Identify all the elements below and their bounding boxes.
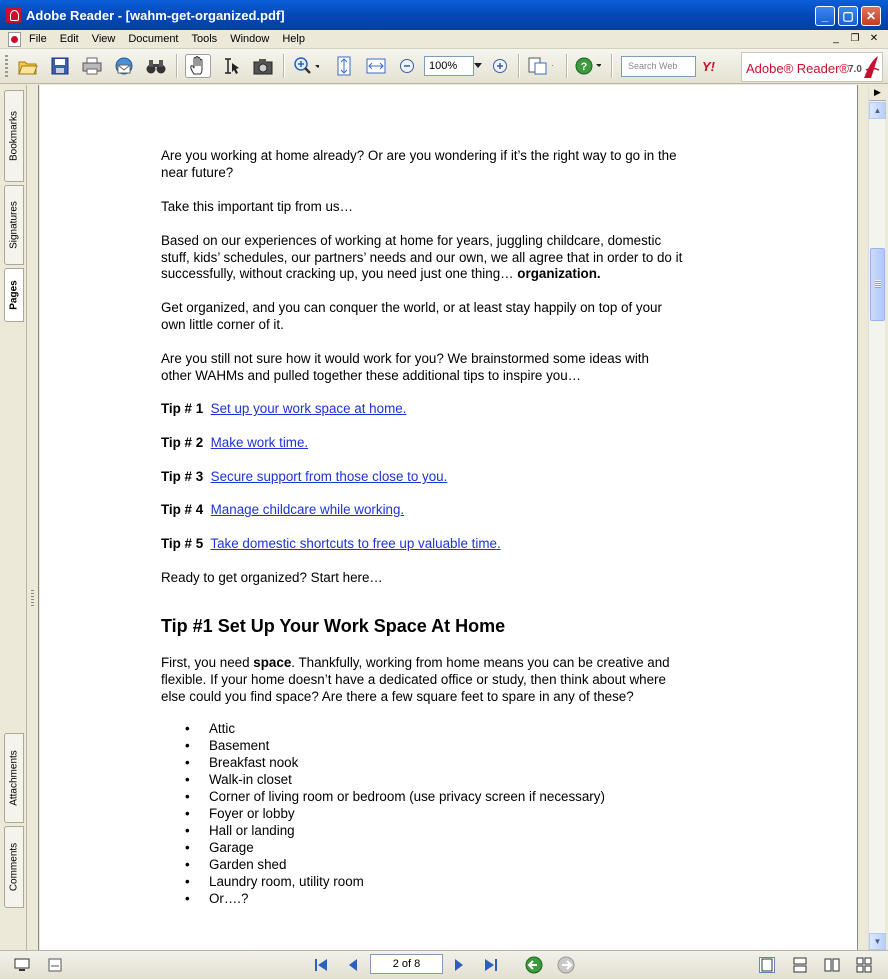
paragraph-line: other WAHMs and pulled together these additional tips to inspire you… xyxy=(161,368,582,383)
tab-signatures-label: Signatures xyxy=(8,201,20,249)
facing-layout-icon[interactable] xyxy=(823,956,841,974)
fit-page-icon[interactable] xyxy=(331,54,357,78)
scroll-up-icon[interactable]: ▲ xyxy=(869,102,886,119)
tip-item xyxy=(161,400,406,417)
paragraph-line: Are you still not sure how it would work for you? We brainstormed some ideas with xyxy=(161,351,649,366)
tab-comments-label: Comments xyxy=(8,842,20,892)
paragraph-line xyxy=(161,654,670,671)
zoom-input[interactable]: 100% xyxy=(424,56,474,76)
list-item: Breakfast nook xyxy=(209,755,299,770)
bullet-marker: • xyxy=(185,755,190,770)
doc-close-icon[interactable]: ✕ xyxy=(869,33,879,44)
tip-item xyxy=(161,535,501,552)
section-heading: Tip #1 Set Up Your Work Space At Home xyxy=(161,616,506,636)
last-page-icon[interactable] xyxy=(482,956,500,974)
screen-icon[interactable] xyxy=(13,956,31,974)
tab-bookmarks[interactable] xyxy=(4,90,24,182)
scroll-thumb[interactable] xyxy=(870,248,885,321)
toolbar-separator xyxy=(566,54,568,78)
list-item: Hall or landing xyxy=(209,823,295,838)
close-button[interactable]: ✕ xyxy=(861,6,881,26)
hand-tool-icon[interactable] xyxy=(185,54,211,78)
search-binoculars-icon[interactable] xyxy=(143,54,169,78)
bullet-marker: • xyxy=(185,857,190,872)
status-bar xyxy=(0,950,888,979)
list-item: Attic xyxy=(209,721,236,736)
bullet-marker: • xyxy=(185,789,190,804)
bullet-marker: • xyxy=(185,721,190,736)
paragraph-line: near future? xyxy=(161,165,234,180)
previous-page-icon[interactable] xyxy=(344,956,362,974)
bullet-marker: • xyxy=(185,806,190,821)
adobe-logo-icon xyxy=(862,54,880,80)
tip-link[interactable]: Make work time. xyxy=(210,435,309,450)
toolbar-separator xyxy=(611,54,613,78)
first-page-icon[interactable] xyxy=(312,956,330,974)
bullet-marker: • xyxy=(185,823,190,838)
tip-label: Tip # 1 xyxy=(161,401,204,416)
list-item: Foyer or lobby xyxy=(209,806,295,821)
title-bar xyxy=(0,0,888,30)
expand-panel-icon[interactable]: ▶ xyxy=(869,85,886,101)
list-item: Or….? xyxy=(209,891,249,906)
search-web-input[interactable]: Search Web xyxy=(621,56,696,77)
tip-item xyxy=(161,468,447,485)
paragraph-text: . Thankfully, working from home means you can be creative and xyxy=(291,655,670,670)
yahoo-icon[interactable] xyxy=(700,54,726,78)
tip-item xyxy=(161,434,308,451)
tip-link[interactable]: Secure support from those close to you. xyxy=(210,469,448,484)
document-page xyxy=(40,85,857,950)
rotate-view-icon[interactable] xyxy=(527,54,553,78)
toolbar-grip[interactable] xyxy=(5,55,8,77)
snapshot-tool-icon[interactable] xyxy=(250,54,276,78)
tip-label: Tip # 5 xyxy=(161,536,204,551)
paragraph-line xyxy=(161,265,601,282)
paragraph-text: successfully, without cracking up, you need just one thing… xyxy=(161,266,518,281)
next-page-icon[interactable] xyxy=(450,956,468,974)
tab-pages[interactable] xyxy=(4,268,24,322)
save-icon[interactable] xyxy=(47,54,73,78)
document-gutter xyxy=(857,85,868,950)
emphasis-text: organization. xyxy=(517,266,601,281)
zoom-in-tool-icon[interactable] xyxy=(293,54,319,78)
paragraph-line: Ready to get organized? Start here… xyxy=(161,570,383,585)
bullet-marker: • xyxy=(185,772,190,787)
list-item: Laundry room, utility room xyxy=(209,874,364,889)
help-icon[interactable] xyxy=(575,54,601,78)
list-item: Garden shed xyxy=(209,857,287,872)
paragraph-text: First, you need xyxy=(161,655,254,670)
paragraph-line: Take this important tip from us… xyxy=(161,199,353,214)
paragraph-line: flexible. If your home doesn’t have a dedicated office or study, then think about where xyxy=(161,672,666,687)
list-item: Corner of living room or bedroom (use privacy screen if necessary) xyxy=(209,789,605,804)
tip-link[interactable]: Take domestic shortcuts to free up valuable time. xyxy=(210,536,501,551)
adobe-reader-app-icon[interactable] xyxy=(6,7,21,23)
tip-label: Tip # 2 xyxy=(161,435,204,450)
menu-edit[interactable]: Edit xyxy=(59,33,79,45)
tip-item xyxy=(161,501,404,518)
paragraph-line: else could you find space? Are there a few square feet to spare in any of these? xyxy=(161,689,634,704)
menu-view[interactable]: View xyxy=(91,33,116,45)
select-text-tool-icon[interactable] xyxy=(218,54,244,78)
menu-window[interactable]: Window xyxy=(230,33,270,45)
document-icon[interactable] xyxy=(8,32,21,47)
adobe-reader-brand xyxy=(741,52,883,82)
menu-bar xyxy=(0,30,888,49)
doc-restore-icon[interactable]: ❐ xyxy=(850,33,860,44)
maximize-button[interactable]: ▢ xyxy=(838,6,858,26)
menu-tools[interactable]: Tools xyxy=(191,33,218,45)
tab-attachments-label: Attachments xyxy=(8,750,20,806)
tab-comments[interactable] xyxy=(4,826,24,908)
toolbar-separator xyxy=(176,54,178,78)
paragraph-line: Are you working at home already? Or are you wondering if it’s the right way to go in the xyxy=(161,148,677,163)
bullet-marker: • xyxy=(185,738,190,753)
paragraph-line: Based on our experiences of working at home for years, juggling childcare, domestic xyxy=(161,233,662,248)
doc-minimize-icon[interactable]: _ xyxy=(833,33,839,44)
navigation-panel xyxy=(0,85,27,950)
single-page-layout-icon[interactable] xyxy=(758,956,776,974)
paragraph-line: Get organized, and you can conquer the world, or at least stay happily on top of your xyxy=(161,300,662,315)
minimize-button[interactable]: _ xyxy=(815,6,835,26)
window-title: Adobe Reader - [wahm-get-organized.pdf] xyxy=(26,8,285,23)
print-icon[interactable] xyxy=(79,54,105,78)
tab-pages-label: Pages xyxy=(8,280,20,310)
continuous-layout-icon[interactable] xyxy=(791,956,809,974)
svg-text:?: ? xyxy=(580,61,588,73)
fit-width-icon[interactable] xyxy=(363,54,389,78)
open-icon[interactable] xyxy=(15,54,41,78)
tip-link[interactable]: Set up your work space at home. xyxy=(210,401,407,416)
email-icon[interactable] xyxy=(111,54,137,78)
zoom-out-icon[interactable] xyxy=(394,54,420,78)
brand-version: 7.0 xyxy=(848,64,862,75)
tip-link[interactable]: Manage childcare while working. xyxy=(210,502,405,517)
list-item: Walk-in closet xyxy=(209,772,292,787)
options-icon[interactable] xyxy=(46,956,64,974)
menu-help[interactable]: Help xyxy=(282,33,305,45)
splitter-grip xyxy=(31,590,34,608)
bullet-marker: • xyxy=(185,891,190,906)
list-item: Basement xyxy=(209,738,270,753)
page-number-input[interactable]: 2 of 8 xyxy=(370,954,443,974)
menu-document[interactable]: Document xyxy=(128,33,179,45)
paragraph-line: stuff, kids’ schedules, our partners’ needs and our own, we all agree that in order to do it xyxy=(161,250,683,265)
bullet-marker: • xyxy=(185,840,190,855)
continuous-facing-layout-icon[interactable] xyxy=(855,956,873,974)
paragraph-line: own little corner of it. xyxy=(161,317,284,332)
tab-bookmarks-label: Bookmarks xyxy=(8,110,20,162)
zoom-in-icon[interactable] xyxy=(487,54,513,78)
bullet-marker: • xyxy=(185,874,190,889)
toolbar-separator xyxy=(518,54,520,78)
go-back-icon[interactable] xyxy=(525,956,543,974)
vertical-scrollbar[interactable] xyxy=(868,85,885,950)
emphasis-text: space xyxy=(253,655,292,670)
go-forward-icon[interactable] xyxy=(557,956,575,974)
tab-attachments[interactable] xyxy=(4,733,24,823)
svg-text:Y!: Y! xyxy=(702,59,715,73)
menu-file[interactable]: File xyxy=(29,33,47,45)
scroll-down-icon[interactable]: ▼ xyxy=(869,933,886,950)
tip-label: Tip # 3 xyxy=(161,469,204,484)
toolbar-separator xyxy=(283,54,285,78)
tip-label: Tip # 4 xyxy=(161,502,204,517)
list-item: Garage xyxy=(209,840,254,855)
tab-signatures[interactable] xyxy=(4,185,24,265)
panel-splitter[interactable] xyxy=(27,85,39,950)
brand-label: Adobe® Reader® xyxy=(746,61,849,76)
